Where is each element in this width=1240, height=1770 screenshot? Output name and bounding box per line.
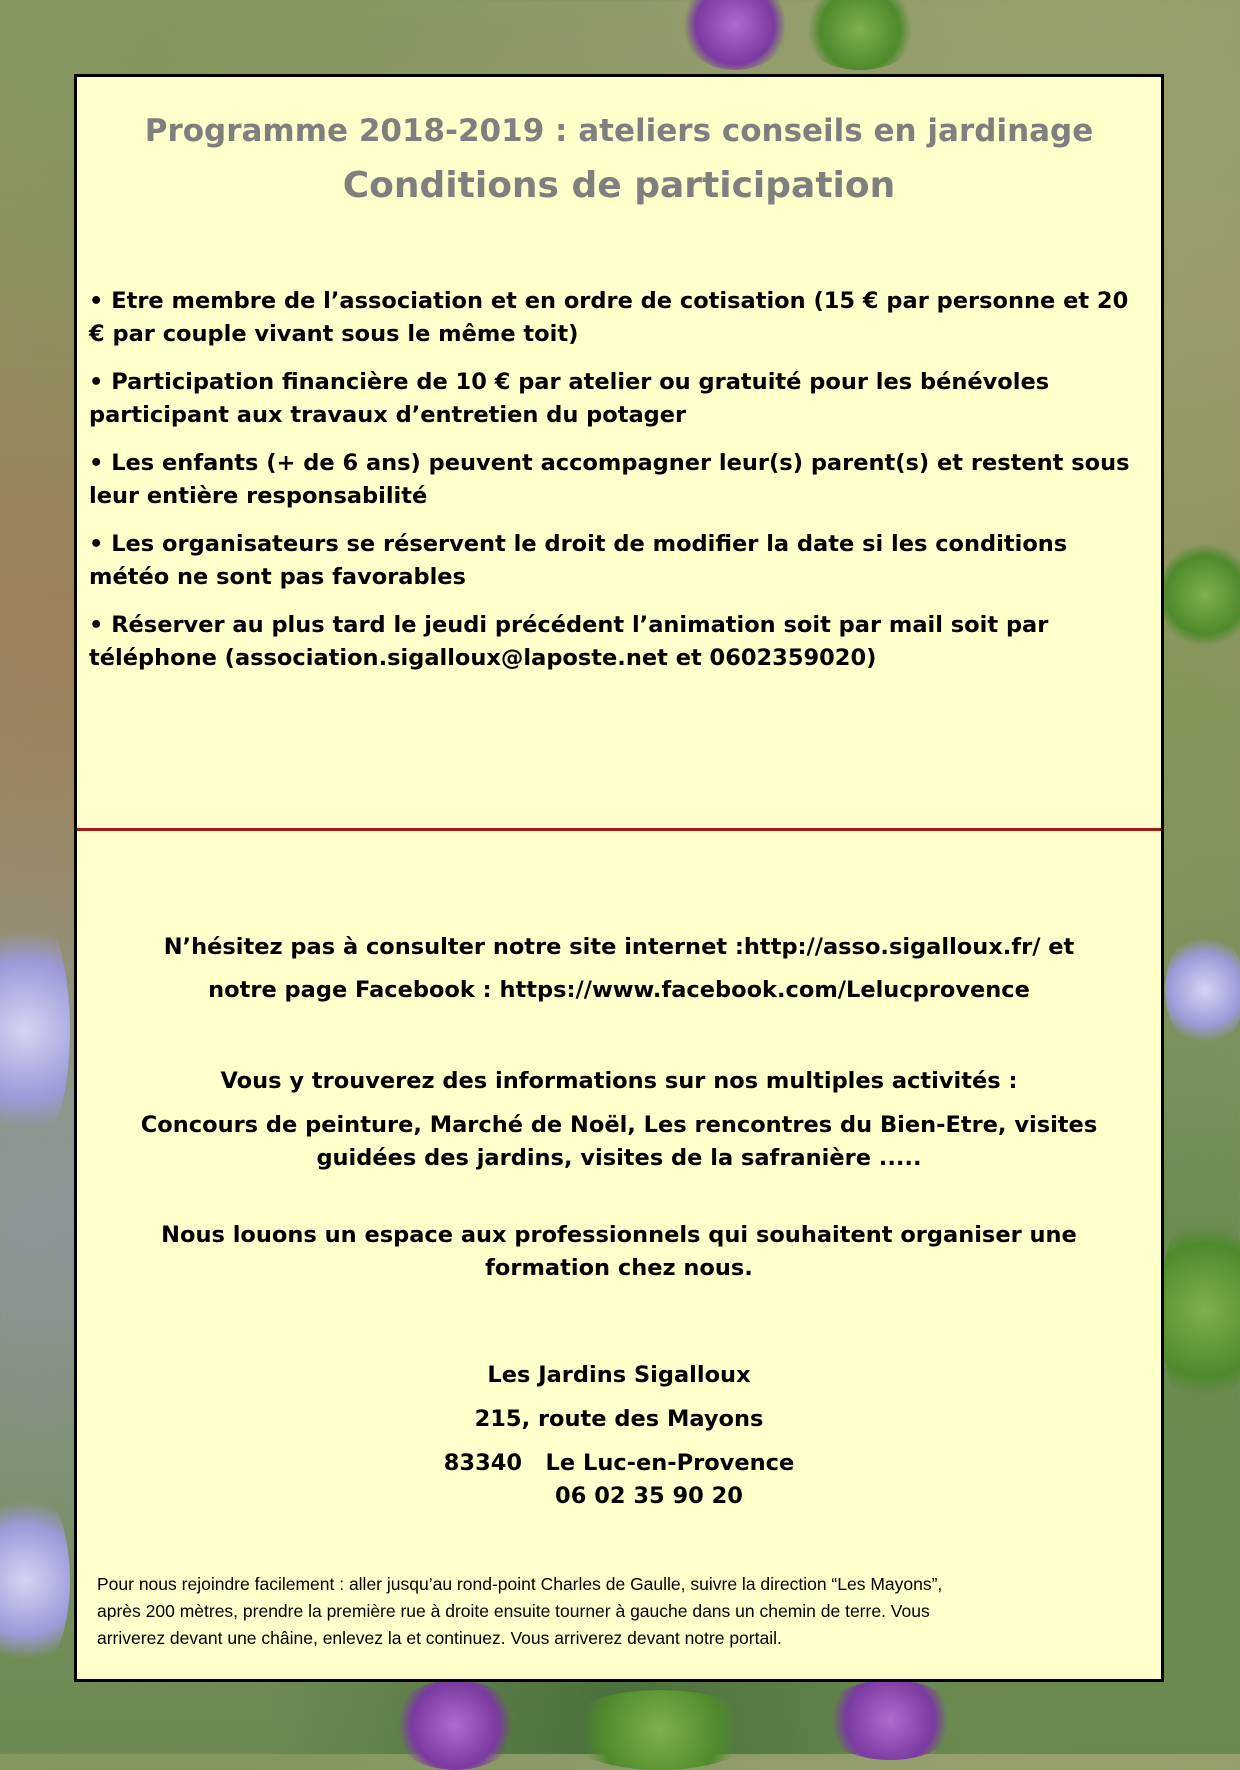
condition-item: • Etre membre de l’association et en ordre de cotisation (15 € par personne et 20 € par couple vivant sous le même toit) (89, 288, 1129, 347)
directions-line: Pour nous rejoindre facilement : aller jusqu’au rond-point Charles de Gaulle, suivre la direction “Les Mayons”, (97, 1574, 943, 1594)
flower-decoration (680, 0, 790, 70)
address-postcode: 83340 (443, 1450, 523, 1476)
condition-item: • Participation financière de 10 € par atelier ou gratuité pour les bénévoles participant aux travaux d’entretien du potager (89, 369, 1050, 428)
flower-decoration (0, 900, 70, 1160)
activities-line: Concours de peinture, Marché de Noël, Les rencontres du Bien-Etre, visites (140, 1112, 1098, 1138)
flower-decoration (390, 1680, 520, 1770)
rental-line: Nous louons un espace aux professionnels qui souhaitent organiser une (161, 1222, 1077, 1248)
info-panel (74, 74, 1164, 1682)
leaf-decoration (800, 0, 920, 70)
page-title: Programme 2018-2019 : ateliers conseils en jardinage (144, 113, 1094, 149)
address-city-line (77, 1447, 1161, 1480)
section-divider (77, 828, 1161, 831)
rental-block (77, 1219, 1161, 1285)
facebook-line: notre page Facebook : https://www.facebook.com/Lelucprovence (208, 977, 1030, 1003)
condition-item: • Les enfants (+ de 6 ans) peuvent accompagner leur(s) parent(s) et restent sous leur entière responsabilité (89, 450, 1130, 509)
rental-line: formation chez nous. (485, 1255, 753, 1281)
directions-line: après 200 mètres, prendre la première rue à droite ensuite tourner à gauche dans un chemin de terre. Vous (97, 1601, 930, 1621)
address-block (77, 1359, 1161, 1513)
website-block (77, 931, 1161, 1007)
leaf-decoration (560, 1690, 760, 1770)
leaf-decoration (1160, 1200, 1240, 1420)
address-name: Les Jardins Sigalloux (487, 1362, 751, 1388)
condition-item: • Réserver au plus tard le jeudi précédent l’animation soit par mail soit par téléphone (association.sigalloux@laposte.net et 0602359020) (89, 612, 1049, 671)
condition-item: • Les organisateurs se réservent le droit de modifier la date si les conditions météo ne sont pas favorables (89, 531, 1068, 590)
address-city: Le Luc-en-Provence (545, 1450, 795, 1476)
activities-line: guidées des jardins, visites de la safranière ..... (316, 1145, 922, 1171)
address-phone: 06 02 35 90 20 (555, 1483, 743, 1509)
directions-line: arriverez devant une châine, enlevez la et continuez. Vous arriverez devant notre portail. (97, 1628, 782, 1648)
address-street: 215, route des Mayons (474, 1406, 764, 1432)
website-line: N’hésitez pas à consulter notre site internet :http://asso.sigalloux.fr/ et (163, 934, 1075, 960)
page-subtitle: Conditions de participation (342, 165, 896, 206)
conditions-list (89, 285, 1147, 690)
flower-decoration (820, 1680, 960, 1760)
activities-block (77, 1065, 1161, 1175)
flower-decoration (0, 1480, 70, 1680)
leaf-decoration (1160, 540, 1240, 650)
flower-decoration (1165, 930, 1240, 1050)
activities-intro: Vous y trouverez des informations sur nos multiples activités : (220, 1068, 1018, 1094)
directions-note (97, 1571, 1121, 1652)
